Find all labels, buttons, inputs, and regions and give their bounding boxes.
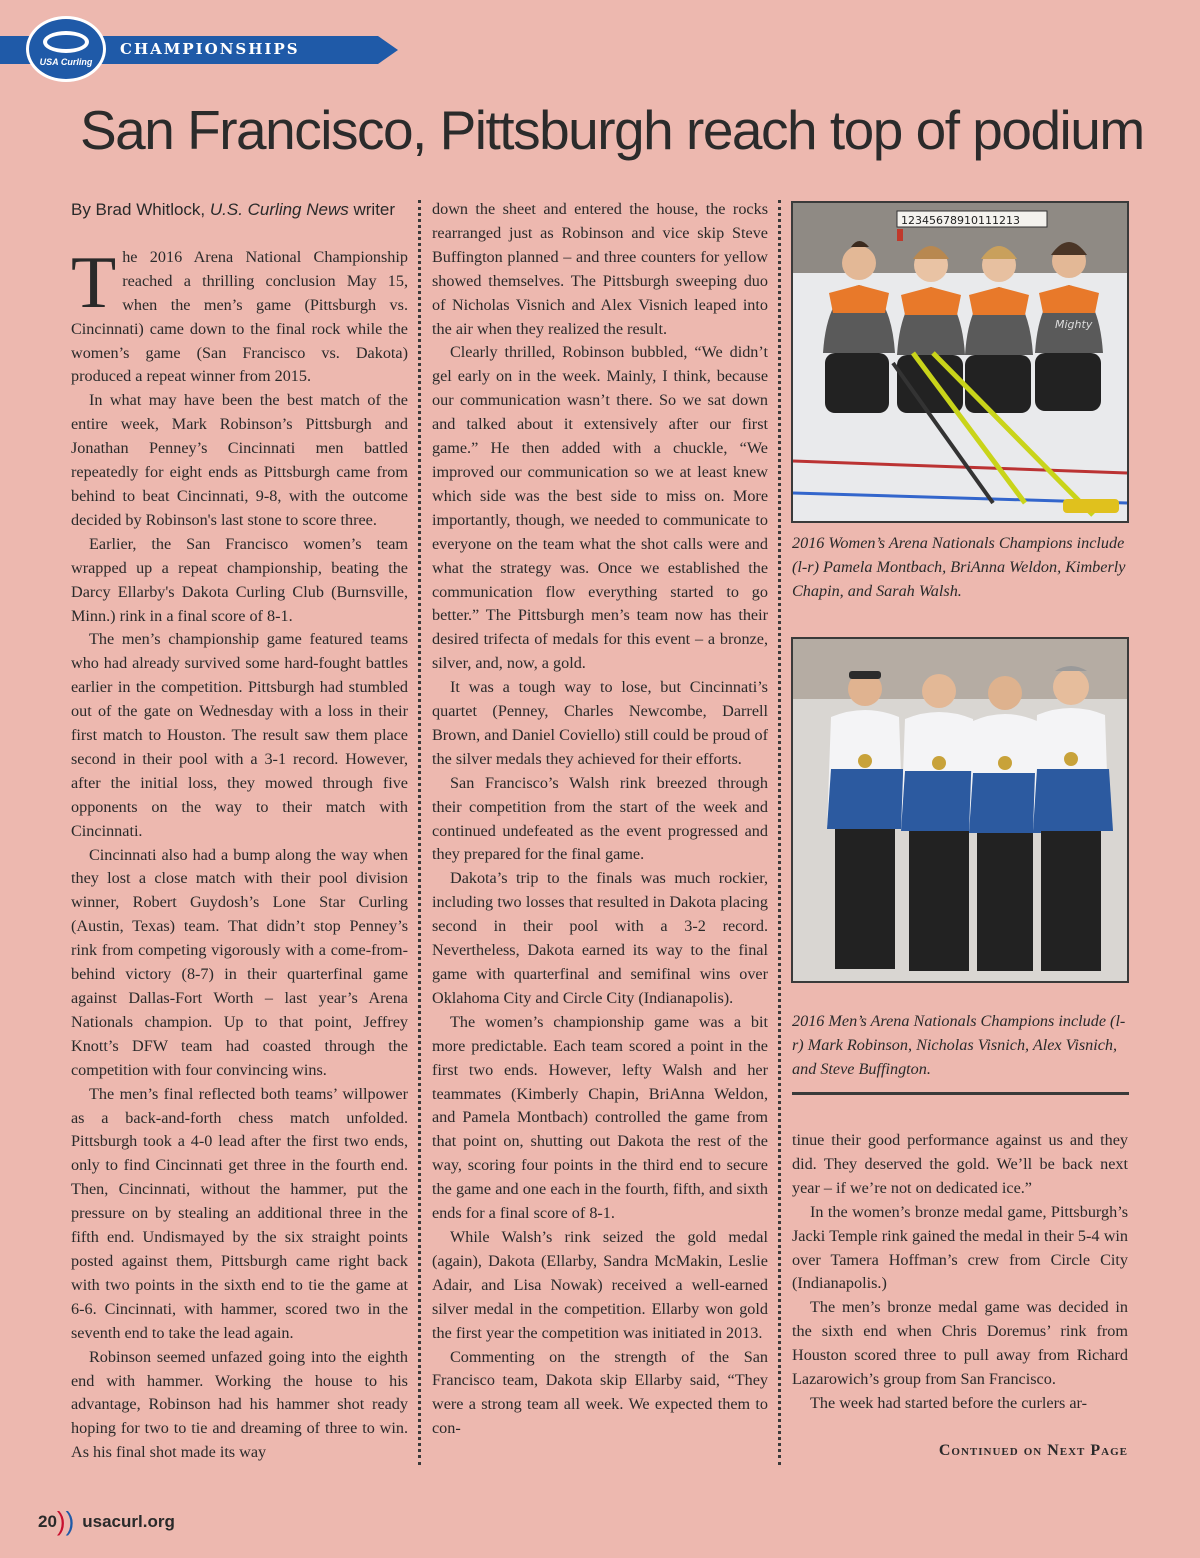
curler-1 xyxy=(827,671,907,969)
section-label: CHAMPIONSHIPS xyxy=(120,40,300,58)
paragraph: down the sheet and entered the house, the rocks rearranged just as Robinson and vice skip Steve Buffington planned – and three counters for yellow showed themselves. The Pittsburgh sweeping duo of Nicholas Visnich and Alex Visnich leaped into the air when they realized the result. xyxy=(432,200,768,338)
byline-suffix: writer xyxy=(348,200,396,219)
paragraph: The men’s championship game featured teams who had already survived some hard-fought battles earlier in the competition. Pittsburgh had stumbled out of the gate on Wednesday with a loss in their first match to Houston. The result saw them place second in their pool with a 3-1 record. However, after the initial loss, they mowed through five opponents on the way to their match with Cincinnati. xyxy=(71,630,408,840)
paragraph: tinue their good performance against us and they did. They deserved the gold. We’ll be back next year – if we’re not on dedicated ice.” xyxy=(792,1131,1128,1197)
article-column-3 xyxy=(792,1129,1128,1416)
continued-notice: Continued on Next Page xyxy=(938,1442,1128,1459)
paragraph: The week had started before the curlers ar- xyxy=(810,1393,1087,1412)
paragraph: Commenting on the strength of the San Francisco team, Dakota skip Ellarby said, “They were a strong team all week. We expected them to con- xyxy=(432,1347,768,1438)
byline xyxy=(71,198,408,222)
byline-prefix: By Brad Whitlock, xyxy=(71,200,210,219)
curling-stone-icon xyxy=(43,31,89,53)
jersey-text: Mighty xyxy=(1055,318,1093,331)
column-divider xyxy=(418,200,421,1465)
paragraph: Clearly thrilled, Robinson bubbled, “We didn’t gel early on in the week. Mainly, I think, because our communication wasn’t there. So we sat down and talked about it extensively after our first game.” He then added with a chuckle, “We improved our communication so we at least knew which side was the best side to miss on. More importantly, though, we needed to communicate to everyone on the team what the shot calls were and what the strategy was. Once we established the communication flow everything started to go better.” The Pittsburgh men’s team now has their desired trifecta of medals for this event – a bronze, silver, and, now, a gold. xyxy=(432,343,768,673)
article-column-1 xyxy=(71,198,408,1465)
paragraph: In what may have been the best match of the entire week, Mark Robinson’s Pittsburgh and Jonathan Penney’s Cincinnati men battled repeatedly for eight ends as Pittsburgh came from behind to beat Cincinnati, 9-8, with the outcome decided by Robinson's last stone to score three. xyxy=(71,391,408,529)
section-banner-arrow xyxy=(378,36,398,64)
paragraph: While Walsh’s rink seized the gold medal (again), Dakota (Ellarby, Sandra McMakin, Leslie Adair, and Lisa Nowak) received a well-earned silver medal in the competition. Ellarby won gold the first year the competition was initiated in 2013. xyxy=(432,1227,768,1342)
logo-text: USA Curling xyxy=(39,57,93,67)
women-champions-photo xyxy=(791,201,1129,523)
byline-publication: U.S. Curling News xyxy=(209,200,349,219)
paragraph: In the women’s bronze medal game, Pittsburgh’s Jacki Temple rink gained the medal in their 5-4 win over Tamera Hoffman’s crew from Circle City (Indianapolis.) xyxy=(792,1202,1128,1293)
paragraph: The men’s bronze medal game was decided in the sixth end when Chris Doremus’ rink from Houston scored three to pull away from Richard Lazarowich’s group from San Francisco. xyxy=(792,1298,1128,1389)
curler-3 xyxy=(969,676,1041,971)
drop-cap: T xyxy=(71,241,117,324)
page-number: 20 xyxy=(38,1512,57,1531)
paragraph: Cincinnati also had a bump along the way when they lost a close match with their pool division winner, Robert Guydosh’s Lone Star Curling (Austin, Texas) team. That didn’t stop Penney’s rink from competing vigorously with a come-from-behind victory (8-7) in their quarterfinal game against Dallas-Fort Worth – last year’s Arena Nationals champion. Up to that point, Jeffrey Knott’s DFW team had coasted through the competition with four convincing wins. xyxy=(71,845,408,1079)
paragraph: The women’s championship game was a bit more predictable. Each team scored a point in the first two ends. However, lefty Walsh and her teammates (Kimberly Chapin, BriAnna Weldon, and Pamela Montbach) controlled the game from that point on, shutting out Dakota the rest of the way, scoring four points in the third end to secure the game and one each in the fourth, fifth, and sixth ends for a final score of 8-1. xyxy=(432,1012,768,1223)
headline: San Francisco, Pittsburgh reach top of podium xyxy=(80,99,1144,161)
women-photo-caption: 2016 Women’s Arena Nationals Champions include (l-r) Pamela Montbach, BriAnna Weldon, Kimberly Chapin, and Sarah Walsh. xyxy=(792,534,1126,600)
red-bracket-icon: ) xyxy=(56,1506,66,1536)
paragraph: It was a tough way to lose, but Cincinnati’s quartet (Penney, Charles Newcombe, Darrell Brown, and Daniel Coviello) still could be proud of the silver medals they achieved for their efforts. xyxy=(432,678,768,768)
article-column-2 xyxy=(432,198,768,1441)
men-photo-caption: 2016 Men’s Arena Nationals Champions include (l-r) Mark Robinson, Nicholas Visnich, Alex Visnich, and Steve Buffington. xyxy=(792,1012,1126,1078)
paragraph: Dakota’s trip to the finals was much rockier, including two losses that resulted in Dakota placing second in their pool with a 3-2 record. Nevertheless, Dakota earned its way to the final game with quarterfinal and semifinal wins over Oklahoma City and Circle City (Indianapolis). xyxy=(432,869,768,1007)
paragraph: Robinson seemed unfazed going into the eighth end with hammer. Working the house to his advantage, Robinson had his hammer shot ready hoping for two to tie and dreaming of three to win. As his final shot made its way xyxy=(71,1347,408,1462)
paragraph: The men’s final reflected both teams’ willpower as a back-and-forth chess match unfolded. Pittsburgh took a 4-0 lead after the first two ends, only to find Cincinnati get three in the fourth end. Then, Cincinnati, without the hammer, put the pressure on by stealing an additional three in the fifth end. Undismayed by the six straight points posted against them, Pittsburgh came right back with two points in the sixth end to tie the game at 6-6. Cincinnati, with hammer, scored two in the seventh end to take the lead again. xyxy=(71,1084,408,1342)
site-url[interactable]: usacurl.org xyxy=(82,1512,175,1531)
column-divider xyxy=(778,200,781,1465)
women-team-illustration xyxy=(793,203,1127,521)
paragraph xyxy=(71,241,408,389)
usa-curling-logo xyxy=(26,16,106,82)
caption-divider xyxy=(792,1092,1129,1095)
curler-2 xyxy=(901,674,981,971)
paragraph: San Francisco’s Walsh rink breezed through their competition from the start of the week and continued undefeated as the event progressed and they prepared for the final game. xyxy=(432,773,768,864)
paragraph-text: he 2016 Arena National Championship reached a thrilling conclusion May 15, when the men’s game (Pittsburgh vs. Cincinnati) came down to the final rock while the women’s game (San Francisco vs. Dakota) produced a repeat winner from 2015. xyxy=(71,247,408,386)
scoreboard-numbers: 12345678910111213 xyxy=(901,214,1020,227)
men-team-illustration xyxy=(793,639,1127,981)
page-footer xyxy=(38,1503,175,1534)
paragraph: Earlier, the San Francisco women’s team wrapped up a repeat championship, beating the Darcy Ellarby's Dakota Curling Club (Burnsville, Minn.) rink in a final score of 8-1. xyxy=(71,534,408,625)
blue-bracket-icon: ) xyxy=(65,1506,75,1536)
men-champions-photo xyxy=(791,637,1129,983)
